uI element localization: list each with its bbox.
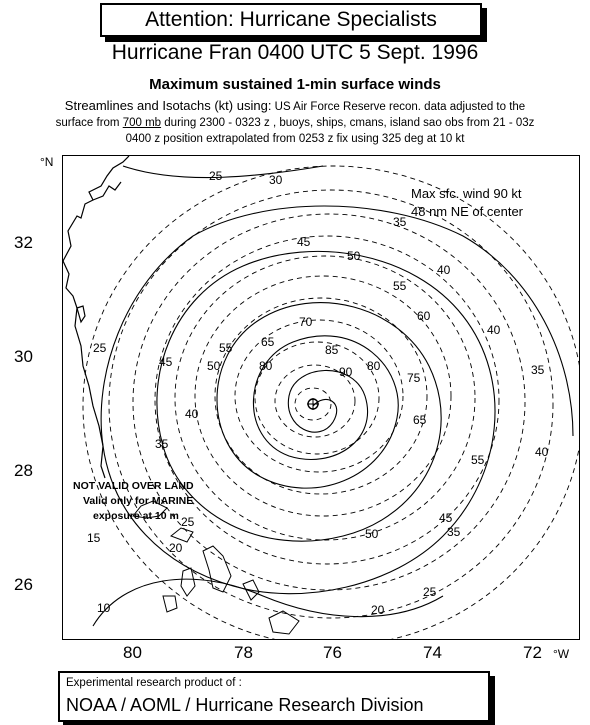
- isotach-label: 50: [365, 527, 379, 541]
- isotach-label: 35: [447, 525, 461, 539]
- banner: [100, 3, 482, 37]
- credit-box: [58, 671, 490, 722]
- isotach-label: 45: [297, 235, 311, 249]
- desc-line1-bold: Streamlines and Isotachs (kt) using:: [64, 98, 272, 113]
- isotach-label: 25: [423, 585, 437, 599]
- isotach-label: 30: [269, 173, 283, 187]
- warning-line3: exposure at 10 m: [93, 510, 179, 522]
- isotachs: [83, 166, 580, 640]
- isotach-label: 85: [325, 343, 339, 357]
- isotach-label: 55: [471, 453, 485, 467]
- isotach-label: 45: [439, 511, 453, 525]
- isotach-label: 40: [185, 407, 199, 421]
- warning-line1: NOT VALID OVER LAND: [73, 480, 194, 492]
- warning-line2: Valid only for MARINE: [83, 495, 194, 507]
- isotach-label: 25: [209, 169, 223, 183]
- credit-line2: NOAA / AOML / Hurricane Research Division: [66, 695, 424, 715]
- isotach-label: 45: [159, 355, 173, 369]
- isotach-label: 90: [339, 365, 353, 379]
- isotach-label: 65: [261, 335, 275, 349]
- lon-tick-80: 80: [123, 643, 142, 662]
- map-canvas: [63, 156, 580, 640]
- isotach-label: 50: [347, 249, 361, 263]
- isotach-label: 55: [393, 279, 407, 293]
- isotach-label: 75: [407, 371, 421, 385]
- wind-analysis-map: [62, 155, 580, 640]
- lat-tick-32: 32: [14, 233, 33, 252]
- isotach-label: 40: [437, 263, 451, 277]
- lon-tick-78: 78: [234, 643, 253, 662]
- isotach-label: 20: [371, 603, 385, 617]
- desc-line2-a: surface from: [55, 117, 123, 129]
- isotach-label: 20: [169, 541, 183, 555]
- isotach-label: 40: [487, 323, 501, 337]
- isotach-labels: [87, 169, 549, 617]
- isotach-label: 35: [393, 215, 407, 229]
- isotach-label: 55: [219, 341, 233, 355]
- desc-line2-b: during 2300 - 0323 z , buoys, ships, cmans, island sao obs from 21 - 03z: [161, 117, 535, 129]
- lon-unit: °W: [553, 647, 570, 661]
- subtitle: Maximum sustained 1-min surface winds: [149, 76, 441, 93]
- lon-tick-72: 72: [523, 643, 542, 662]
- hurricane-center-icon: [307, 398, 319, 410]
- desc-line3: 0400 z position extrapolated from 0253 z fix using 325 deg at 10 kt: [125, 133, 465, 145]
- lat-unit: °N: [40, 155, 54, 169]
- isotach-label: 80: [259, 359, 273, 373]
- isotach-label: 65: [413, 413, 427, 427]
- isotach-label: 15: [87, 531, 101, 545]
- credit-line1: Experimental research product of :: [66, 677, 242, 689]
- isotach-label: 40: [535, 445, 549, 459]
- banner-text: Attention: Hurricane Specialists: [145, 8, 437, 31]
- isotach-label: 25: [93, 341, 107, 355]
- lon-tick-74: 74: [423, 643, 442, 662]
- coastline: [63, 156, 129, 478]
- isotach-label: 60: [417, 309, 431, 323]
- isotach-label: 35: [531, 363, 545, 377]
- desc-line2-mb: 700 mb: [122, 117, 162, 129]
- lon-tick-76: 76: [323, 643, 342, 662]
- isotach-label: 50: [207, 359, 221, 373]
- isotach-label: 80: [367, 359, 381, 373]
- isotach-label: 25: [181, 515, 195, 529]
- max-wind-line2: 48 nm NE of center: [411, 204, 523, 219]
- isotach-label: 10: [97, 601, 111, 615]
- description: [0, 98, 590, 147]
- lat-tick-26: 26: [14, 575, 33, 594]
- lat-tick-28: 28: [14, 461, 33, 480]
- desc-line1-rest: US Air Force Reserve recon. data adjusted to the: [271, 101, 526, 113]
- max-wind-line1: Max sfc. wind 90 kt: [411, 186, 522, 201]
- isotach-label: 70: [299, 315, 313, 329]
- lat-tick-30: 30: [14, 347, 33, 366]
- isotach-label: 35: [155, 437, 169, 451]
- page-title: Hurricane Fran 0400 UTC 5 Sept. 1996: [111, 41, 479, 64]
- streamlines: [93, 166, 573, 626]
